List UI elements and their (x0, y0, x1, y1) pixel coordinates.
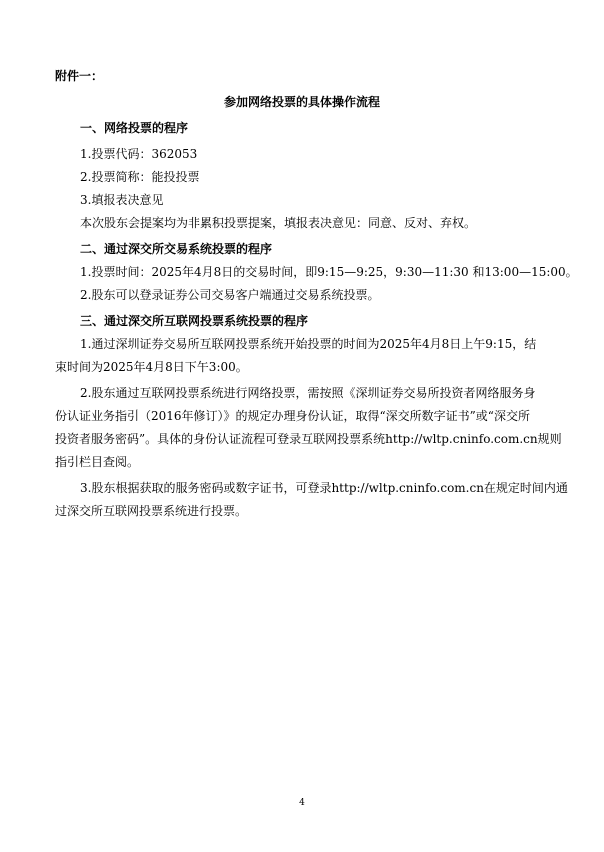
identity-auth-line-3: 投资者服务密码”。具体的身份认证流程可登录互联网投票系统http://wltp.cninfo.com.cn规则 (55, 432, 562, 446)
trading-time: 1.投票时间：2025年4月8日的交易时间，即9:15—9:25，9:30—11:30 和13:00—15:00。 (80, 265, 578, 279)
login-vote-line-1: 3.股东根据获取的服务密码或数字证书，可登录http://wltp.cninfo.com.cn在规定时间内通 (80, 481, 568, 495)
vote-code: 1.投票代码：362053 (80, 147, 198, 161)
vote-abbreviation: 2.投票简称：能投投票 (80, 170, 200, 184)
trading-client-note: 2.股东可以登录证券公司交易客户端通过交易系统投票。 (80, 288, 380, 302)
login-vote-line-2: 过深交所互联网投票系统进行投票。 (55, 504, 248, 518)
section-heading-3: 三、通过深交所互联网投票系统投票的程序 (80, 314, 309, 328)
internet-vote-time-line-2: 束时间为2025年4月8日下午3:00。 (55, 360, 248, 374)
attachment-label: 附件一： (55, 69, 104, 83)
page-number: 4 (299, 798, 305, 808)
identity-auth-line-2: 份认证业务指引（2016年修订）》的规定办理身份认证，取得“深交所数字证书”或“深交所 (55, 409, 530, 423)
proposal-note: 本次股东会提案均为非累积投票提案，填报表决意见：同意、反对、弃权。 (80, 216, 477, 230)
internet-vote-time-line-1: 1.通过深圳证券交易所互联网投票系统开始投票的时间为2025年4月8日上午9:15，结 (80, 337, 537, 351)
fill-opinion: 3.填报表决意见 (80, 193, 164, 207)
document-title: 参加网络投票的具体操作流程 (223, 95, 380, 109)
identity-auth-line-4: 指引栏目查阅。 (55, 455, 140, 469)
identity-auth-line-1: 2.股东通过互联网投票系统进行网络投票，需按照《深圳证券交易所投资者网络服务身 (80, 386, 536, 400)
section-heading-1: 一、网络投票的程序 (80, 121, 189, 135)
section-heading-2: 二、通过深交所交易系统投票的程序 (80, 242, 273, 256)
